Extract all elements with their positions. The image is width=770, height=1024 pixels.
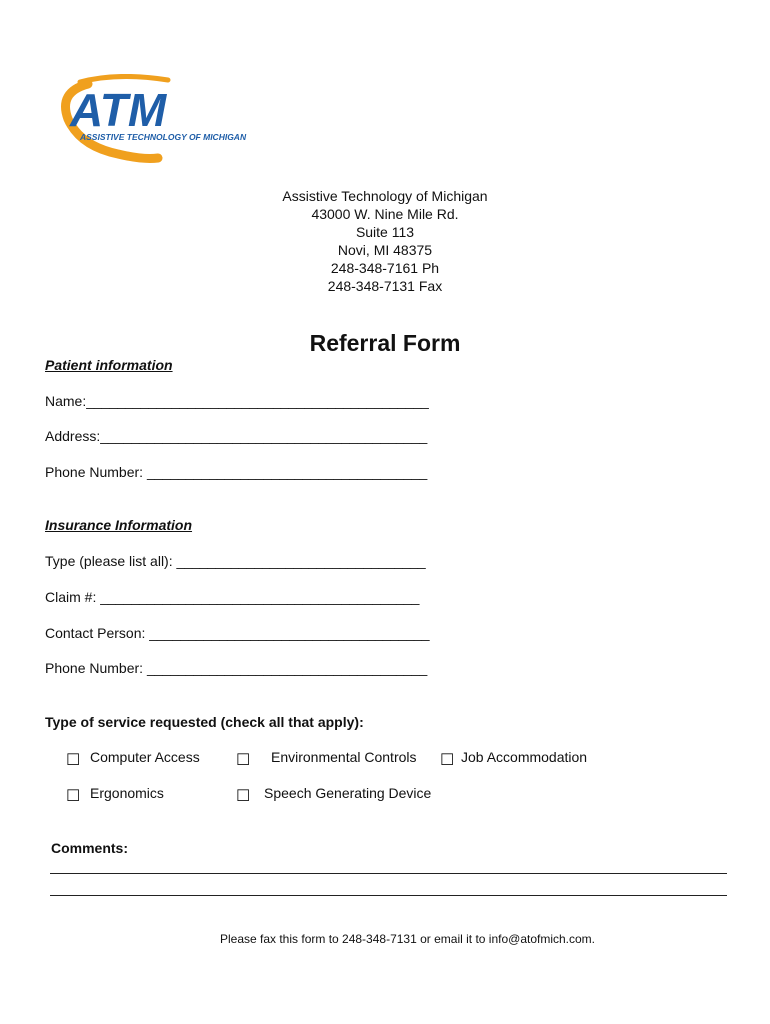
checkbox-ergonomics[interactable]: ☐	[66, 788, 81, 805]
address-line-org: Assistive Technology of Michigan	[282, 188, 488, 204]
address-line-street: 43000 W. Nine Mile Rd.	[311, 206, 459, 222]
patient-address-field[interactable]: Address:__________________________________________	[45, 428, 428, 444]
page-title: Referral Form	[309, 330, 461, 356]
insurance-type-field[interactable]: Type (please list all): ________________________________	[45, 553, 426, 569]
atm-logo	[58, 74, 278, 170]
address-line-fax: 248-348-7131 Fax	[327, 278, 443, 294]
checkbox-job-accommodation[interactable]: ☐	[440, 752, 455, 769]
checkbox-computer-access[interactable]: ☐	[66, 752, 81, 769]
address-line-city: Novi, MI 48375	[337, 242, 433, 258]
comments-line-2[interactable]	[50, 895, 727, 896]
checkbox-environmental-controls[interactable]: ☐	[236, 752, 251, 769]
insurance-phone-field[interactable]: Phone Number: ____________________________________	[45, 660, 428, 676]
address-line-phone: 248-348-7161 Ph	[330, 260, 440, 276]
insurance-contact-field[interactable]: Contact Person: ____________________________________	[45, 625, 430, 641]
option-computer-access-label: Computer Access	[90, 749, 200, 765]
logo-subtitle: ASSISTIVE TECHNOLOGY OF MICHIGAN	[80, 132, 247, 142]
footer-instructions: Please fax this form to 248-348-7131 or email it to info@atofmich.com.	[219, 932, 596, 946]
address-line-suite: Suite 113	[355, 224, 415, 240]
comments-line-1[interactable]	[50, 873, 727, 874]
option-speech-generating-device-label: Speech Generating Device	[264, 785, 432, 801]
insurance-claim-field[interactable]: Claim #: _________________________________________	[45, 589, 420, 605]
patient-name-field[interactable]: Name:____________________________________________	[45, 393, 429, 409]
comments-label: Comments:	[51, 840, 129, 856]
logo-text: ATM	[70, 84, 167, 136]
option-ergonomics-label: Ergonomics	[90, 785, 164, 801]
patient-section-heading: Patient information	[45, 357, 173, 373]
option-environmental-controls-label: Environmental Controls	[271, 749, 417, 765]
service-type-heading: Type of service requested (check all that apply):	[45, 714, 364, 730]
checkbox-speech-generating-device[interactable]: ☐	[236, 788, 251, 805]
patient-phone-field[interactable]: Phone Number: ____________________________________	[45, 464, 428, 480]
atm-logo-graphic	[58, 74, 278, 170]
insurance-section-heading: Insurance Information	[45, 517, 193, 533]
option-job-accommodation-label: Job Accommodation	[461, 749, 588, 765]
